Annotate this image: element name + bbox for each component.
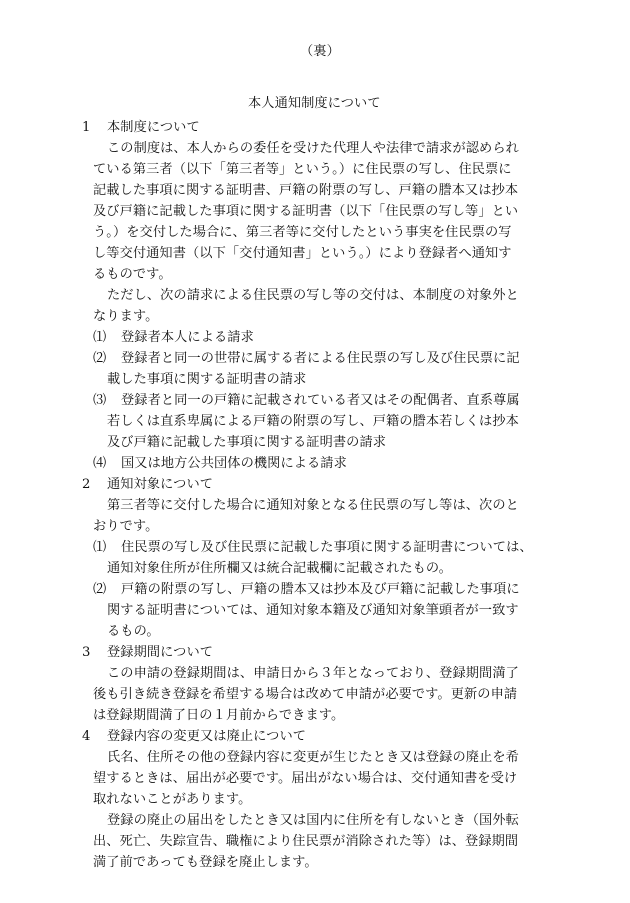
list-item-line: 通知対象住所が住所欄又は統合記載欄に記載されたもの。 bbox=[107, 561, 452, 576]
paragraph-line: は登録期間満了日の１月前からできます。 bbox=[93, 708, 345, 723]
paragraph-line: るものです。 bbox=[93, 267, 172, 282]
section-number: 4 bbox=[82, 729, 91, 744]
section-heading: 登録内容の変更又は廃止について bbox=[107, 729, 307, 744]
paragraph-line: この制度は、本人からの委任を受けた代理人や法律で請求が認められ bbox=[107, 141, 519, 156]
paragraph-line: ている第三者（以下「第三者等」という。）に住民票の写し、住民票に bbox=[93, 162, 512, 177]
list-item-line: るもの。 bbox=[107, 624, 160, 639]
paragraph-line: この申請の登録期間は、申請日から３年となっており、登録期間満了 bbox=[107, 666, 519, 681]
section-heading: 本制度について bbox=[107, 120, 200, 135]
list-item-line: 住民票の写し及び住民票に記載した事項に関する証明書については、 bbox=[121, 540, 533, 555]
list-item-mark: ⑶ bbox=[93, 393, 107, 408]
section-heading: 通知対象について bbox=[107, 477, 214, 492]
paragraph-line: 取れないことがあります。 bbox=[93, 792, 252, 807]
document-title: 本人通知制度について bbox=[248, 96, 381, 111]
list-item-mark: ⑴ bbox=[93, 330, 107, 345]
list-item-line: 国又は地方公共団体の機関による請求 bbox=[121, 456, 347, 471]
paragraph-line: し等交付通知書（以下「交付通知書」という。）により登録者へ通知す bbox=[93, 246, 512, 261]
paragraph-line: 満了前であっても登録を廃止します。 bbox=[93, 855, 318, 870]
list-item-line: 登録者本人による請求 bbox=[121, 330, 254, 345]
list-item-line: 載した事項に関する証明書の請求 bbox=[107, 372, 307, 387]
section-number: 1 bbox=[82, 120, 91, 135]
section-number: 3 bbox=[82, 645, 91, 660]
list-item-line: 及び戸籍に記載した事項に関する証明書の請求 bbox=[107, 435, 387, 450]
list-item-mark: ⑵ bbox=[93, 582, 107, 597]
paragraph-line: 出、死亡、失踪宣告、職権により住民票が消除された等）は、登録期間 bbox=[93, 834, 519, 849]
paragraph-line: 望するときは、届出が必要です。届出がない場合は、交付通知書を受け bbox=[93, 771, 518, 786]
paragraph-line: 登録の廃止の届出をしたとき又は国内に住所を有しないとき（国外転 bbox=[107, 813, 519, 828]
list-item-line: 登録者と同一の戸籍に記載されている者又はその配偶者、直系尊属 bbox=[121, 393, 520, 408]
list-item-mark: ⑷ bbox=[93, 456, 107, 471]
paragraph-line: ただし、次の請求による住民票の写し等の交付は、本制度の対象外と bbox=[107, 288, 519, 303]
paragraph-line: 第三者等に交付した場合に通知対象となる住民票の写し等は、次のと bbox=[107, 498, 519, 513]
header-mark: （裏） bbox=[300, 44, 340, 59]
paragraph-line: 氏名、住所その他の登録内容に変更が生じたとき又は登録の廃止を希 bbox=[107, 750, 519, 765]
section-heading: 登録期間について bbox=[107, 645, 214, 660]
paragraph-line: 記載した事項に関する証明書、戸籍の附票の写し、戸籍の謄本又は抄本 bbox=[93, 183, 519, 198]
paragraph-line: 後も引き続き登録を希望する場合は改めて申請が必要です。更新の申請 bbox=[93, 687, 518, 702]
list-item-line: 登録者と同一の世帯に属する者による住民票の写し及び住民票に記 bbox=[121, 351, 520, 366]
paragraph-line: う。）を交付した場合に、第三者等に交付したという事実を住民票の写 bbox=[93, 225, 512, 240]
list-item-mark: ⑵ bbox=[93, 351, 107, 366]
list-item-mark: ⑴ bbox=[93, 540, 107, 555]
list-item-line: 若しくは直系卑属による戸籍の附票の写し、戸籍の謄本若しくは抄本 bbox=[107, 414, 519, 429]
list-item-line: 戸籍の附票の写し、戸籍の謄本又は抄本及び戸籍に記載した事項に bbox=[121, 582, 520, 597]
paragraph-line: なります。 bbox=[93, 309, 159, 324]
list-item-line: 関する証明書については、通知対象本籍及び通知対象筆頭者が一致す bbox=[107, 603, 519, 618]
section-number: 2 bbox=[82, 477, 91, 492]
paragraph-line: おりです。 bbox=[93, 519, 159, 534]
paragraph-line: 及び戸籍に記載した事項に関する証明書（以下「住民票の写し等」とい bbox=[93, 204, 519, 219]
